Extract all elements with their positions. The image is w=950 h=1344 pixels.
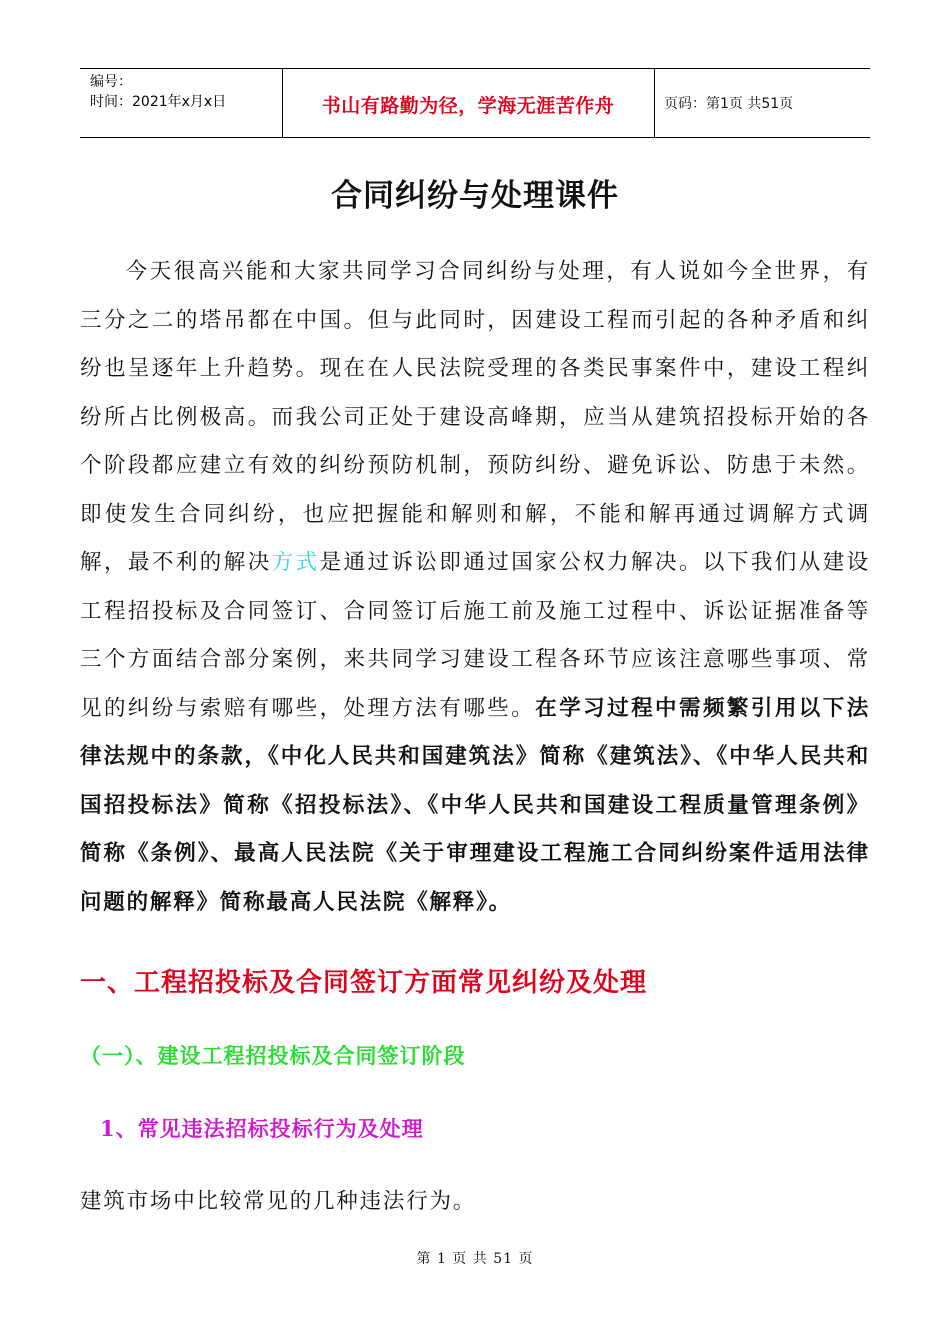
document-time-label: 时间：2021年x月x日 — [90, 94, 227, 110]
section-heading: 一、工程招投标及合同签订方面常见纠纷及处理 — [80, 968, 648, 998]
intro-highlight: 方式 — [271, 550, 320, 575]
intro-paragraph — [80, 248, 870, 927]
intro-text-part1: 今天很高兴能和大家共同学习合同纠纷与处理，有人说如今全世界，有三分之二的塔吊都在中国。但与此同时，因建设工程而引起的各种矛盾和纠纷也呈逐年上升趋势。现在在人民法院受理的各类民事案件中，建设工程纠纷所占比例极高。而我公司正处于建设高峰期，应当从建筑招投标开始的各个阶段都应建立有效的纠纷预防机制，预防纠纷、避免诉讼、防患于未然。即使发生合同纠纷，也应把握能和解则和解，不能和解再通过调解方式调解，最不利的解决 — [80, 259, 870, 575]
subsection-heading: （一）、建设工程招投标及合同签订阶段 — [80, 1043, 466, 1068]
header-motto: 书山有路勤为径，学海无涯苦作舟 — [321, 95, 615, 117]
page-footer: 第 1 页 共 51 页 — [416, 1251, 534, 1267]
body-paragraph: 建筑市场中比较常见的几种违法行为。 — [80, 1189, 477, 1214]
item-heading: 1、常见违法招标投标行为及处理 — [100, 1116, 424, 1141]
intro-text-part2: 是通过诉讼即通过国家公权力解决。以下我们从建设工程招投标及合同签订、合同签订后施工前及施工过程中、诉讼证据准备等三个方面结合部分案例，来共同学习建设工程各环节应该注意哪些事项、常见的纠纷与索赔有哪些，处理方法有哪些。 — [80, 550, 870, 721]
header-left-cell — [80, 69, 283, 137]
document-title: 合同纠纷与处理课件 — [331, 178, 619, 214]
header-page-info: 页码：第1页 共51页 — [664, 96, 794, 112]
intro-bold-text: 在学习过程中需频繁引用以下法律法规中的条款，《中化人民共和国建筑法》简称《建筑法》、《中华人民共和国招投标法》简称《招投标法》、《中华人民共和国建设工程质量管理条例》简称《条例》、最高人民法院《关于审理建设工程施工合同纠纷案件适用法律问题的解释》简称最高人民法院《解释》。 — [80, 695, 871, 915]
header-middle-cell — [282, 69, 655, 137]
header-table — [80, 68, 870, 138]
document-number-label: 编号： — [90, 74, 132, 90]
header-right-cell — [654, 69, 870, 137]
